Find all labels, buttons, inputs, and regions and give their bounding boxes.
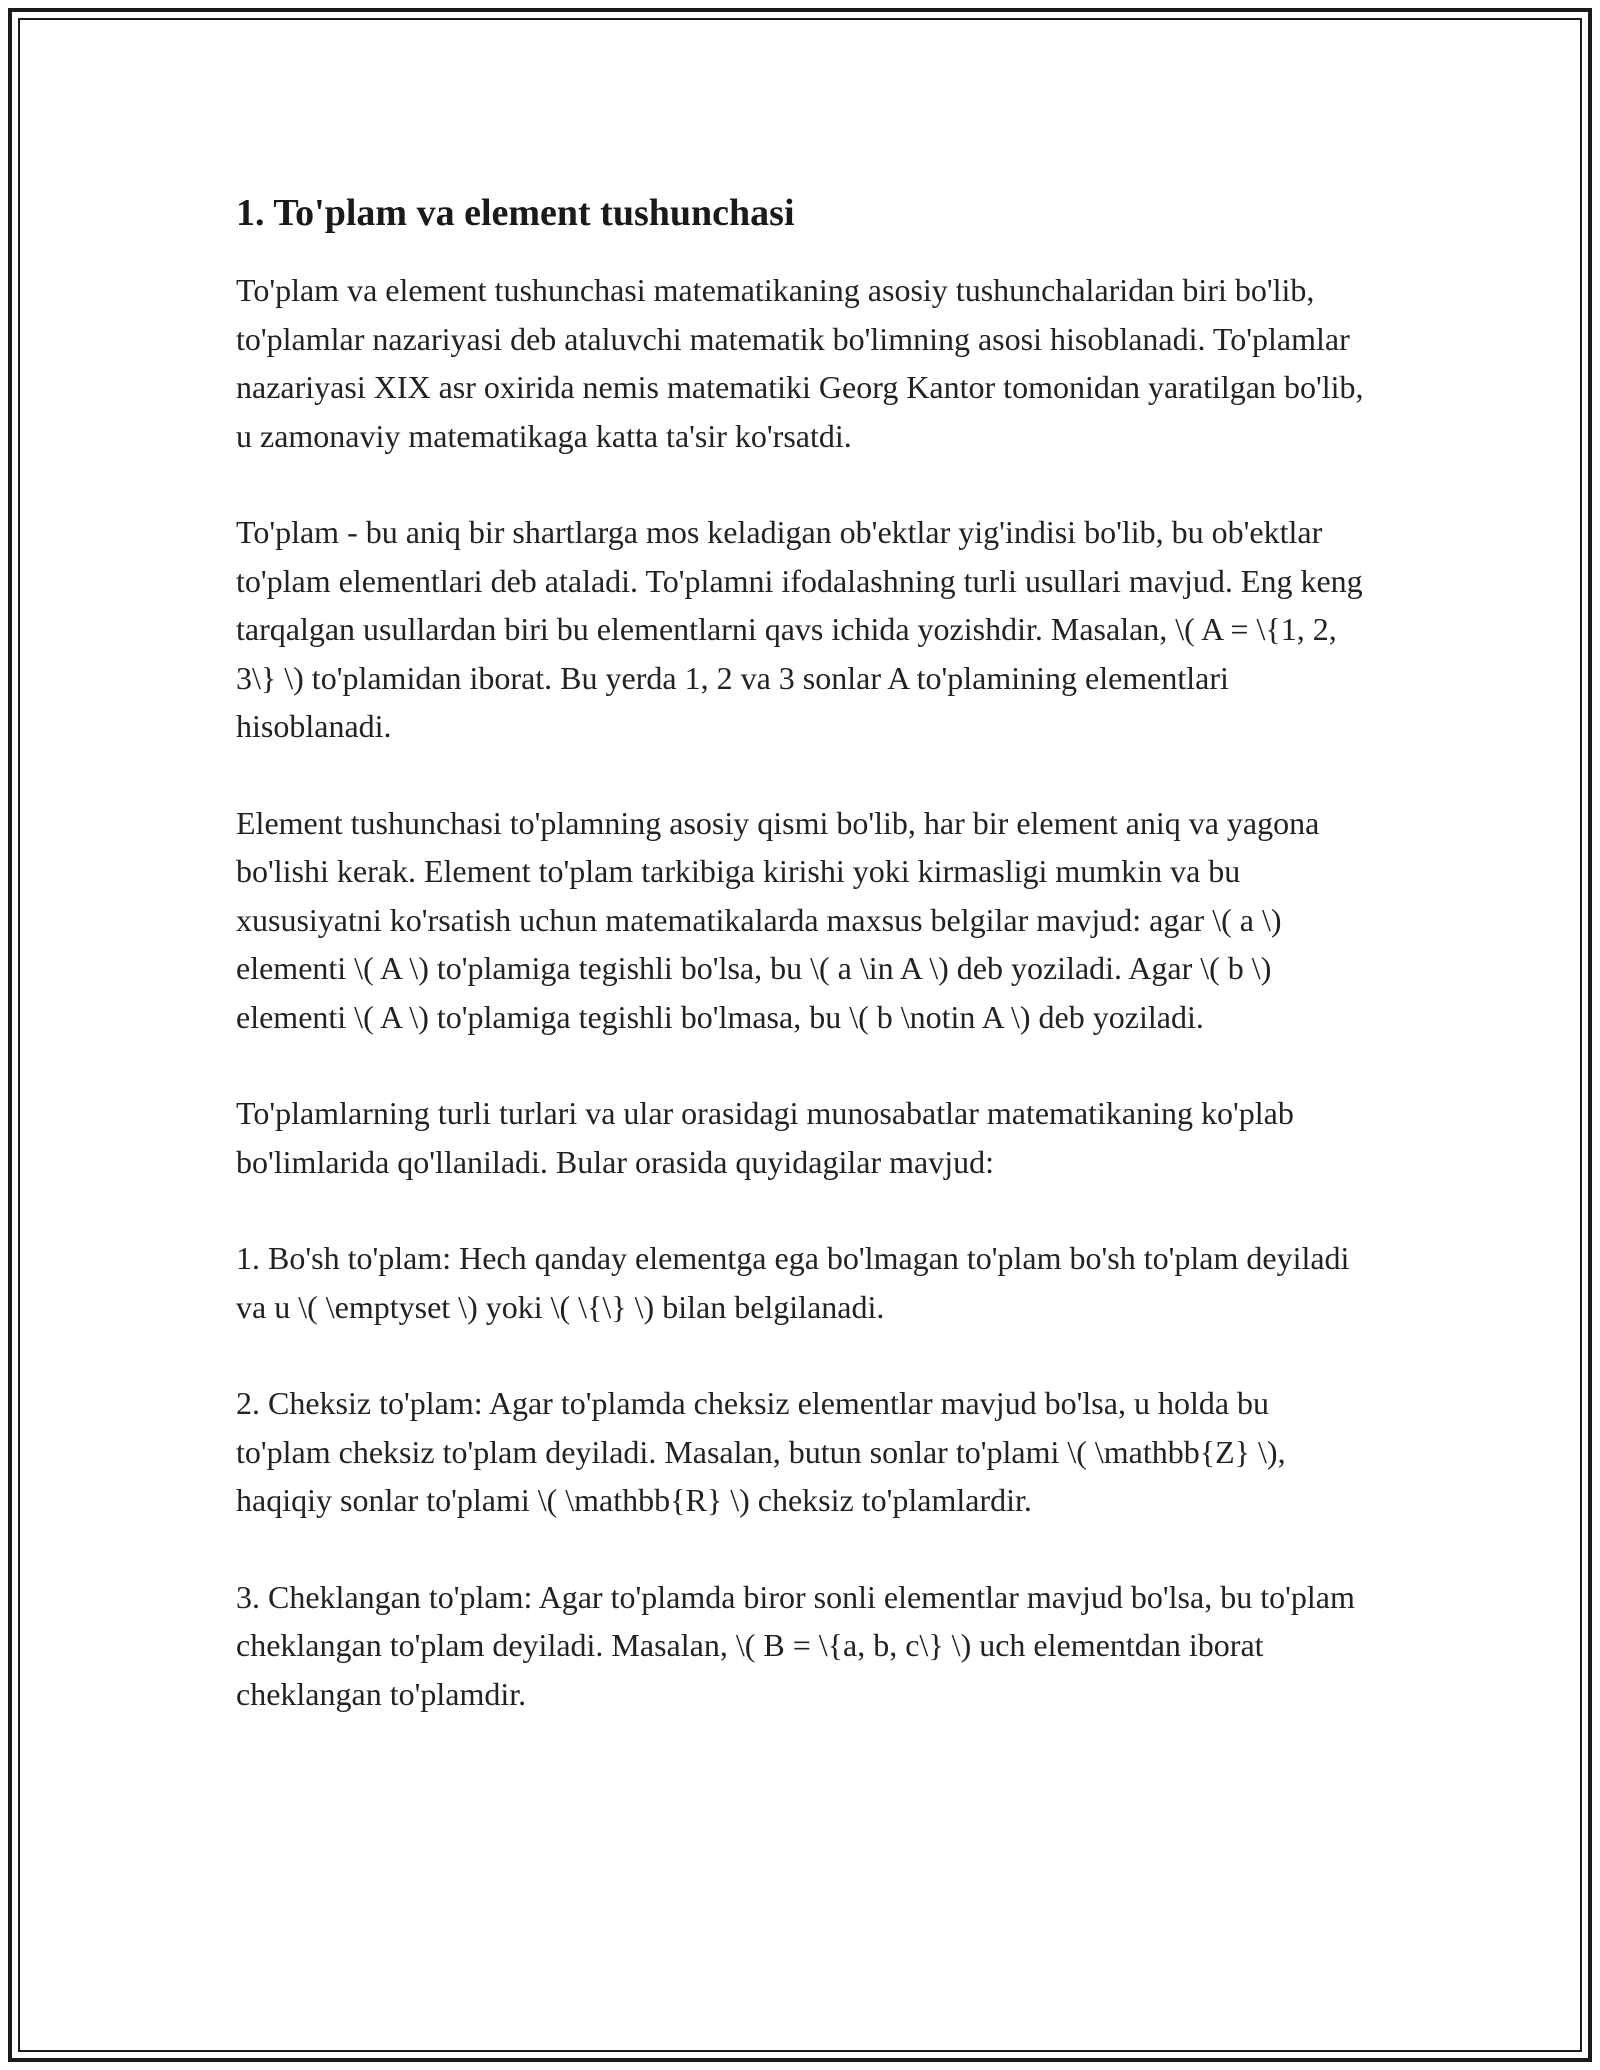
- paragraph-set-types-intro: To'plamlarning turli turlari va ular orasidagi munosabatlar matematikaning ko'plab bo'limlarida qo'llaniladi. Bular orasida quyidagilar mavjud:: [236, 1095, 1294, 1180]
- paragraph-infinite-set: 2. Cheksiz to'plam: Agar to'plamda cheksiz elementlar mavjud bo'lsa, u holda bu to'plam cheksiz to'plam deyiladi. Masalan, butun sonlar to'plami \( \mathbb{Z} \), haqiqiy sonlar to'plami \( \mathbb{R} \) cheksiz to'plamlardir.: [236, 1385, 1286, 1518]
- paragraph-element-definition: Element tushunchasi to'plamning asosiy qismi bo'lib, har bir element aniq va yagona bo'lishi kerak. Element to'plam tarkibiga kirishi yoki kirmasligi mumkin va bu xususiyatni ko'rsatish uchun matematikalarda maxsus belgilar mavjud: agar \( a \) elementi \( A \) to'plamiga tegishli bo'lsa, bu \( a \in A \) deb yoziladi. Agar \( b \) elementi \( A \) to'plamiga tegishli bo'lmasa, bu \( b \notin A \) deb yoziladi.: [236, 804, 1320, 1035]
- paragraph-empty-set: 1. Bo'sh to'plam: Hech qanday elementga ega bo'lmagan to'plam bo'sh to'plam deyiladi va u \( \emptyset \) yoki \( \{\} \) bilan belgilanadi.: [236, 1240, 1350, 1325]
- document-body: [236, 186, 1366, 1718]
- paragraph-set-definition: To'plam - bu aniq bir shartlarga mos keladigan ob'ektlar yig'indisi bo'lib, bu ob'ektlar to'plam elementlari deb ataladi. To'plamni ifodalashning turli usullari mavjud. Eng keng tarqalgan usullardan biri bu elementlarni qavs ichida yozishdir. Masalan, \( A = \{1, 2, 3\} \) to'plamidan iborat. Bu yerda 1, 2 va 3 sonlar A to'plamining elementlari hisoblanadi.: [236, 514, 1363, 744]
- paragraph-intro: To'plam va element tushunchasi matematikaning asosiy tushunchalaridan biri bo'lib, to'plamlar nazariyasi deb ataluvchi matematik bo'limning asosi hisoblanadi. To'plamlar nazariyasi XIX asr oxirida nemis matematiki Georg Kantor tomonidan yaratilgan bo'lib, u zamonaviy matematikaga katta ta'sir ko'rsatdi.: [236, 272, 1364, 454]
- section-heading: 1. To'plam va element tushunchasi: [236, 192, 795, 234]
- paragraph-finite-set: 3. Cheklangan to'plam: Agar to'plamda biror sonli elementlar mavjud bo'lsa, bu to'plam cheklangan to'plam deyiladi. Masalan, \( B = \{a, b, c\} \) uch elementdan iborat cheklangan to'plamdir.: [236, 1578, 1355, 1712]
